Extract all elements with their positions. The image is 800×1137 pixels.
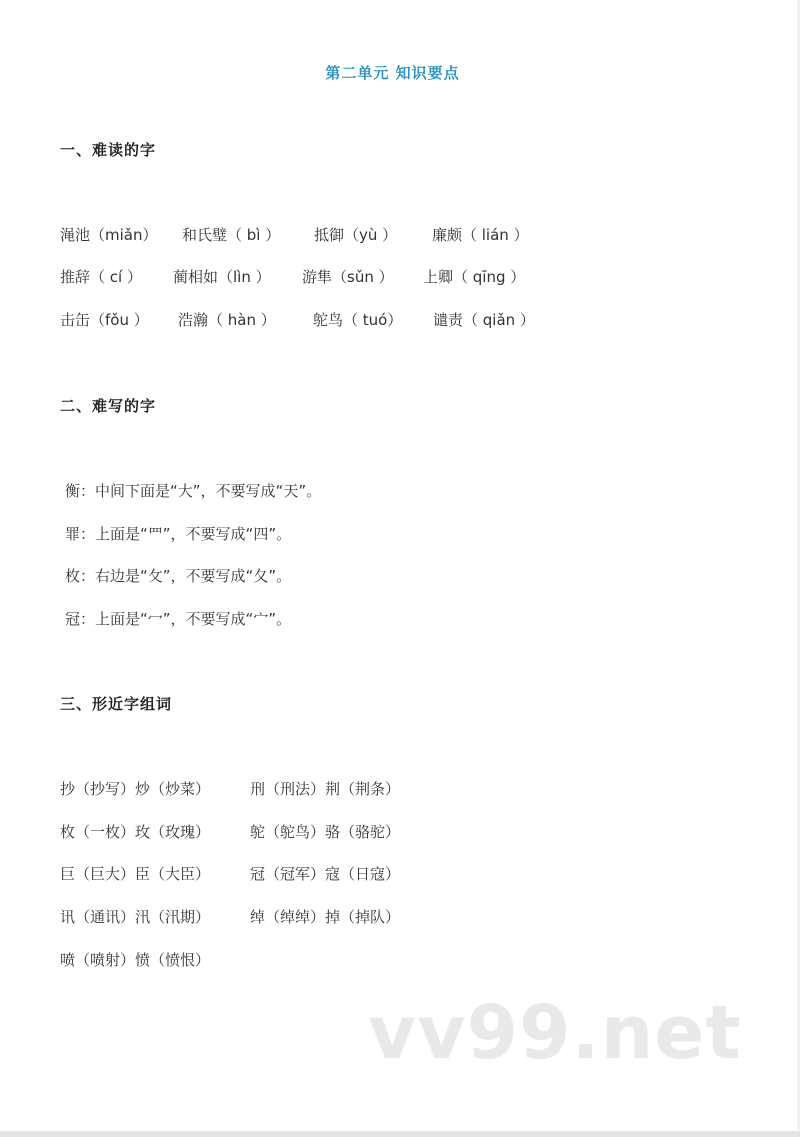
word-group: 冠（冠军）寇（日寇） bbox=[250, 865, 401, 883]
watermark: vv99.net bbox=[368, 990, 742, 1076]
reading-word: 廉颇（ lián ） bbox=[432, 226, 529, 244]
word-group: 刑（刑法）荆（荆条） bbox=[250, 780, 401, 798]
reading-word: 推辞（ cí ） bbox=[60, 268, 142, 286]
reading-word: 浩瀚（ hàn ） bbox=[178, 311, 276, 329]
word-group: 鸵（鸵鸟）骆（骆驼） bbox=[250, 823, 401, 841]
word-group: 巨（巨大）臣（大臣） bbox=[60, 865, 211, 883]
reading-word: 上卿（ qīng ） bbox=[423, 268, 526, 286]
word-group: 抄（抄写）炒（炒菜） bbox=[60, 780, 211, 798]
reading-word: 和氏璧（ bì ） bbox=[182, 226, 281, 244]
reading-word: 游隼（sǔn ） bbox=[302, 268, 394, 286]
section-heading-similar-characters: 三、形近字组词 bbox=[60, 695, 173, 713]
section-heading-difficult-reading: 一、难读的字 bbox=[60, 141, 157, 159]
section-heading-difficult-writing: 二、难写的字 bbox=[60, 397, 157, 415]
word-group: 讯（通讯）汛（汛期） bbox=[60, 908, 211, 926]
reading-word: 抵御（yù ） bbox=[314, 226, 398, 244]
reading-word: 蔺相如（lìn ） bbox=[173, 268, 271, 286]
writing-rule: 衡：中间下面是“大”，不要写成“天”。 bbox=[65, 482, 322, 500]
writing-rule: 罪：上面是“罒”，不要写成“四”。 bbox=[65, 525, 292, 543]
reading-word: 渑池（miǎn） bbox=[60, 226, 158, 244]
page-title: 第二单元 知识要点 bbox=[325, 64, 460, 82]
word-group: 绰（绰绰）掉（掉队） bbox=[250, 908, 401, 926]
word-group: 枚（一枚）玫（玫瑰） bbox=[60, 823, 211, 841]
writing-rule: 冠：上面是“冖”，不要写成“宀”。 bbox=[65, 610, 292, 628]
reading-word: 鸵鸟（ tuó） bbox=[313, 311, 403, 329]
reading-word: 谴责（ qiǎn ） bbox=[433, 311, 535, 329]
page-bottom-edge bbox=[0, 1131, 800, 1137]
writing-rule: 枚：右边是“攵”，不要写成“夂”。 bbox=[65, 567, 292, 585]
reading-word: 击缶（fǒu ） bbox=[60, 311, 149, 329]
word-group: 喷（喷射）愤（愤恨） bbox=[60, 951, 211, 969]
